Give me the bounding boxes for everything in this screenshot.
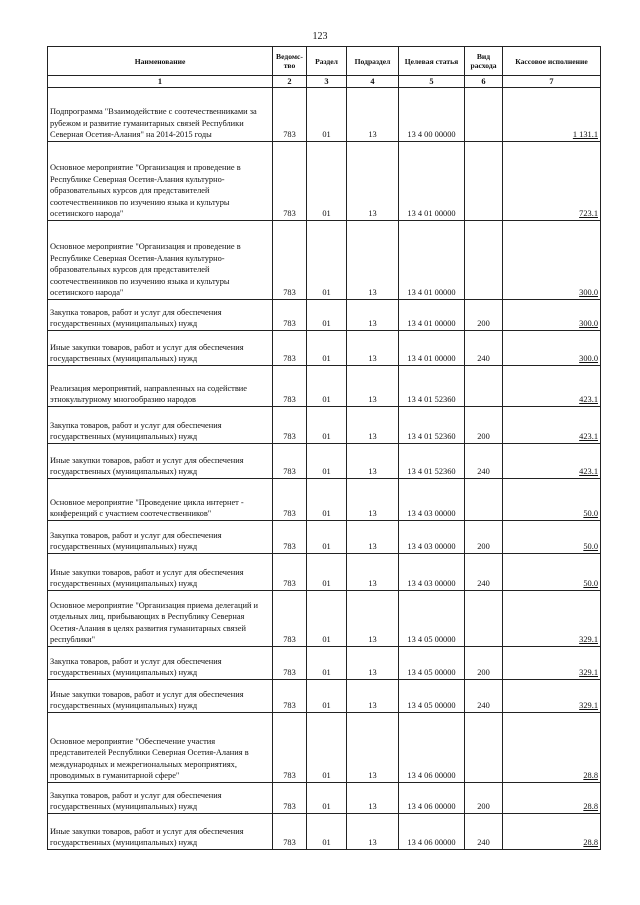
row-vedomstvo: 783 <box>273 591 307 647</box>
row-amount: 300.0 <box>503 331 601 366</box>
row-razdel: 01 <box>307 479 347 521</box>
row-amount: 50.0 <box>503 554 601 591</box>
row-podrazdel: 13 <box>347 444 399 479</box>
column-number: 3 <box>307 76 347 88</box>
table-row <box>48 783 601 814</box>
row-razdel: 01 <box>307 647 347 680</box>
row-podrazdel: 13 <box>347 407 399 444</box>
row-vedomstvo: 783 <box>273 479 307 521</box>
table-body <box>48 88 601 850</box>
row-name: Закупка товаров, работ и услуг для обеспечения государственных (муниципальных) нужд <box>48 521 273 554</box>
row-amount: 329.1 <box>503 647 601 680</box>
row-target: 13 4 06 00000 <box>399 814 465 850</box>
row-vid: 200 <box>465 407 503 444</box>
row-podrazdel: 13 <box>347 814 399 850</box>
row-podrazdel: 13 <box>347 142 399 221</box>
row-vedomstvo: 783 <box>273 300 307 331</box>
row-amount: 300.0 <box>503 221 601 300</box>
row-amount: 329.1 <box>503 680 601 713</box>
row-vid: 240 <box>465 680 503 713</box>
row-podrazdel: 13 <box>347 479 399 521</box>
row-vedomstvo: 783 <box>273 366 307 407</box>
row-target: 13 4 05 00000 <box>399 647 465 680</box>
row-vid <box>465 142 503 221</box>
row-vid: 200 <box>465 300 503 331</box>
row-amount: 723.1 <box>503 142 601 221</box>
row-razdel: 01 <box>307 366 347 407</box>
table-row <box>48 331 601 366</box>
row-target: 13 4 05 00000 <box>399 680 465 713</box>
budget-table <box>47 46 601 850</box>
row-razdel: 01 <box>307 221 347 300</box>
header-razdel: Раздел <box>307 47 347 76</box>
header-podrazdel: Подраздел <box>347 47 399 76</box>
row-vid <box>465 221 503 300</box>
row-vedomstvo: 783 <box>273 554 307 591</box>
row-vedomstvo: 783 <box>273 680 307 713</box>
row-podrazdel: 13 <box>347 300 399 331</box>
row-vedomstvo: 783 <box>273 783 307 814</box>
row-target: 13 4 00 00000 <box>399 88 465 142</box>
row-amount: 423.1 <box>503 407 601 444</box>
row-razdel: 01 <box>307 713 347 783</box>
row-name: Закупка товаров, работ и услуг для обеспечения государственных (муниципальных) нужд <box>48 647 273 680</box>
table-row <box>48 142 601 221</box>
row-razdel: 01 <box>307 783 347 814</box>
row-vid: 200 <box>465 521 503 554</box>
row-amount: 1 131.1 <box>503 88 601 142</box>
row-razdel: 01 <box>307 814 347 850</box>
row-name: Основное мероприятие "Организация и проведение в Республике Северная Осетия-Алания культурно-образовательных курсов для представителей соотечественников по изучению языка и культуры осетинского народа" <box>48 142 273 221</box>
row-vid: 240 <box>465 554 503 591</box>
row-target: 13 4 01 00000 <box>399 142 465 221</box>
row-vid <box>465 479 503 521</box>
row-vedomstvo: 783 <box>273 407 307 444</box>
column-number: 7 <box>503 76 601 88</box>
column-number-row <box>48 76 601 88</box>
row-razdel: 01 <box>307 444 347 479</box>
row-razdel: 01 <box>307 554 347 591</box>
row-name: Основное мероприятие "Организация приема делегаций и отдельных лиц, прибывающих в Республику Северная Осетия-Алания в целях развития гуманитарных связей республики" <box>48 591 273 647</box>
row-podrazdel: 13 <box>347 647 399 680</box>
header-row <box>48 47 601 76</box>
table-row <box>48 814 601 850</box>
row-vedomstvo: 783 <box>273 521 307 554</box>
table-row <box>48 647 601 680</box>
row-name: Реализация мероприятий, направленных на содействие этнокультурному многообразию народов <box>48 366 273 407</box>
row-vedomstvo: 783 <box>273 142 307 221</box>
row-vid: 240 <box>465 444 503 479</box>
row-name: Подпрограмма "Взаимодействие с соотечественниками за рубежом и развитие гуманитарных связей Республики Северная Осетия-Алания" на 2014-2015 годы <box>48 88 273 142</box>
table-row <box>48 680 601 713</box>
table-row <box>48 554 601 591</box>
row-name: Иные закупки товаров, работ и услуг для обеспечения государственных (муниципальных) нужд <box>48 814 273 850</box>
row-amount: 28.8 <box>503 713 601 783</box>
row-amount: 300.0 <box>503 300 601 331</box>
row-target: 13 4 01 52360 <box>399 444 465 479</box>
table-row <box>48 366 601 407</box>
row-razdel: 01 <box>307 88 347 142</box>
row-podrazdel: 13 <box>347 521 399 554</box>
row-target: 13 4 01 52360 <box>399 407 465 444</box>
header-target: Целевая статья <box>399 47 465 76</box>
row-podrazdel: 13 <box>347 221 399 300</box>
row-amount: 50.0 <box>503 479 601 521</box>
row-podrazdel: 13 <box>347 331 399 366</box>
row-vid: 240 <box>465 331 503 366</box>
table-row <box>48 479 601 521</box>
row-name: Закупка товаров, работ и услуг для обеспечения государственных (муниципальных) нужд <box>48 783 273 814</box>
row-name: Иные закупки товаров, работ и услуг для обеспечения государственных (муниципальных) нужд <box>48 680 273 713</box>
table-row <box>48 407 601 444</box>
row-vedomstvo: 783 <box>273 444 307 479</box>
row-target: 13 4 03 00000 <box>399 554 465 591</box>
header-name: Наименование <box>48 47 273 76</box>
row-vid <box>465 88 503 142</box>
row-razdel: 01 <box>307 591 347 647</box>
table-row <box>48 713 601 783</box>
row-name: Основное мероприятие "Проведение цикла интернет - конференций с участием соотечественников" <box>48 479 273 521</box>
row-target: 13 4 03 00000 <box>399 521 465 554</box>
row-amount: 329.1 <box>503 591 601 647</box>
table-row <box>48 221 601 300</box>
row-podrazdel: 13 <box>347 366 399 407</box>
row-vedomstvo: 783 <box>273 713 307 783</box>
row-razdel: 01 <box>307 680 347 713</box>
row-target: 13 4 05 00000 <box>399 591 465 647</box>
row-amount: 423.1 <box>503 444 601 479</box>
row-name: Закупка товаров, работ и услуг для обеспечения государственных (муниципальных) нужд <box>48 407 273 444</box>
table-row <box>48 300 601 331</box>
row-vedomstvo: 783 <box>273 814 307 850</box>
table-row <box>48 444 601 479</box>
row-podrazdel: 13 <box>347 554 399 591</box>
row-vedomstvo: 783 <box>273 88 307 142</box>
row-target: 13 4 01 00000 <box>399 331 465 366</box>
table-row <box>48 88 601 142</box>
row-podrazdel: 13 <box>347 783 399 814</box>
row-name: Основное мероприятие "Обеспечение участия представителей Республики Северная Осетия-Алания в международных и межрегиональных мероприятиях, проводимых в гуманитарной сфере" <box>48 713 273 783</box>
row-razdel: 01 <box>307 300 347 331</box>
row-target: 13 4 01 52360 <box>399 366 465 407</box>
column-number: 2 <box>273 76 307 88</box>
column-number: 6 <box>465 76 503 88</box>
header-kassa: Кассовое исполнение <box>503 47 601 76</box>
row-target: 13 4 01 00000 <box>399 221 465 300</box>
row-razdel: 01 <box>307 142 347 221</box>
row-vid <box>465 366 503 407</box>
row-amount: 28.8 <box>503 783 601 814</box>
table-row <box>48 521 601 554</box>
row-target: 13 4 06 00000 <box>399 783 465 814</box>
row-target: 13 4 03 00000 <box>399 479 465 521</box>
column-number: 4 <box>347 76 399 88</box>
row-podrazdel: 13 <box>347 680 399 713</box>
row-vedomstvo: 783 <box>273 647 307 680</box>
row-name: Закупка товаров, работ и услуг для обеспечения государственных (муниципальных) нужд <box>48 300 273 331</box>
row-razdel: 01 <box>307 407 347 444</box>
header-vid: Вид расхода <box>465 47 503 76</box>
row-podrazdel: 13 <box>347 713 399 783</box>
row-target: 13 4 01 00000 <box>399 300 465 331</box>
row-name: Иные закупки товаров, работ и услуг для обеспечения государственных (муниципальных) нужд <box>48 554 273 591</box>
column-number: 1 <box>48 76 273 88</box>
row-razdel: 01 <box>307 331 347 366</box>
row-vid: 200 <box>465 783 503 814</box>
row-amount: 28.8 <box>503 814 601 850</box>
row-vid <box>465 713 503 783</box>
row-vid: 200 <box>465 647 503 680</box>
page-number: 123 <box>312 31 328 42</box>
row-amount: 423.1 <box>503 366 601 407</box>
column-number: 5 <box>399 76 465 88</box>
row-target: 13 4 06 00000 <box>399 713 465 783</box>
row-name: Основное мероприятие "Организация и проведение в Республике Северная Осетия-Алания культурно-образовательных курсов для представителей соотечественников по изучению языка и культуры осетинского народа" <box>48 221 273 300</box>
row-vedomstvo: 783 <box>273 331 307 366</box>
row-name: Иные закупки товаров, работ и услуг для обеспечения государственных (муниципальных) нужд <box>48 331 273 366</box>
row-name: Иные закупки товаров, работ и услуг для обеспечения государственных (муниципальных) нужд <box>48 444 273 479</box>
row-podrazdel: 13 <box>347 88 399 142</box>
row-vid <box>465 591 503 647</box>
header-vedomstvo: Ведомс-тво <box>273 47 307 76</box>
row-vedomstvo: 783 <box>273 221 307 300</box>
table-row <box>48 591 601 647</box>
row-razdel: 01 <box>307 521 347 554</box>
row-podrazdel: 13 <box>347 591 399 647</box>
row-vid: 240 <box>465 814 503 850</box>
row-amount: 50.0 <box>503 521 601 554</box>
